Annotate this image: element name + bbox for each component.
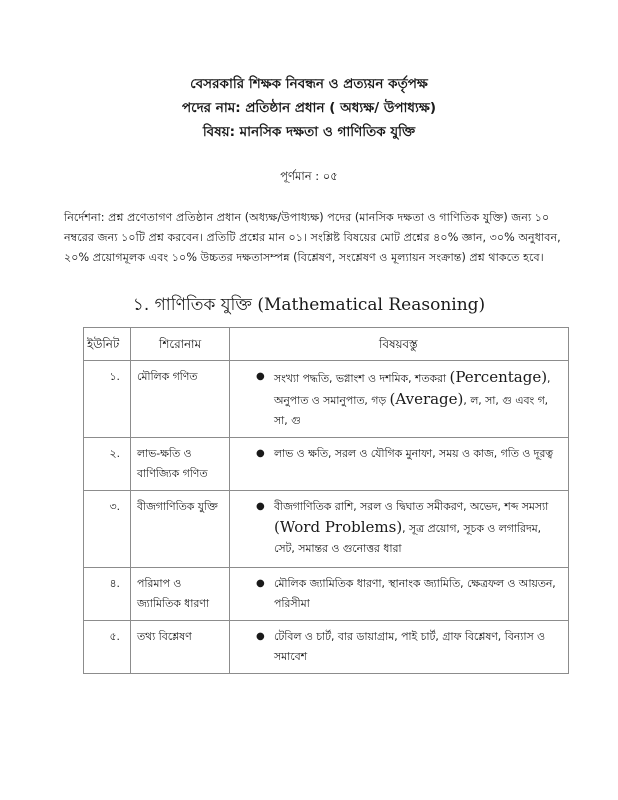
unit-number: ১. (84, 361, 131, 438)
unit-number: ৩. (84, 491, 131, 568)
bullet-icon: ● (256, 631, 265, 642)
header-unit: ইউনিট (84, 328, 131, 361)
table-row (84, 491, 569, 568)
table-row (84, 621, 569, 674)
authority-title: বেসরকারি শিক্ষক নিবন্ধন ও প্রত্যয়ন কর্তৃপক্ষ (190, 76, 428, 92)
unit-content (230, 438, 569, 491)
unit-number: ২. (84, 438, 131, 491)
section-heading-en: (Mathematical Reasoning) (257, 295, 486, 315)
post-name: পদের নাম: প্রতিষ্ঠান প্রধান ( অধ্যক্ষ/ উপাধ্যক্ষ) (181, 100, 437, 116)
content-text: টেবিল ও চার্ট, বার ডায়াগ্রাম, পাই চার্ট, গ্রাফ বিশ্লেষণ, বিন্যাস ও সমাবেশ (274, 630, 545, 663)
unit-number: ৫. (84, 621, 131, 674)
full-marks: পূর্ণমান : ০৫ (280, 169, 338, 183)
table-row (84, 438, 569, 491)
bullet-icon: ● (256, 501, 265, 512)
syllabus-table (83, 327, 569, 674)
instructions-paragraph: নির্দেশনা: প্রশ্ন প্রণেতাগণ প্রতিষ্ঠান প্রধান (অধ্যক্ষ/উপাধ্যক্ষ) পদের (মানসিক দক্ষতা ও গাণিতিক যুক্তি) জন্য ১০ নম্বরের জন্য ১০টি প্রশ্ন করবেন। প্রতিটি প্রশ্নের মান ০১। সংশ্লিষ্ট বিষয়ের মোট প্রশ্নের ৪০% জ্ঞান, ৩০% অনুধাবন, ২০% প্রয়োগমূলক এবং ১০% উচ্চতর দক্ষতাসম্পন্ন (বিশ্লেষণ, সংশ্লেষণ ও মূল্যায়ন সংক্রান্ত) প্রশ্ন থাকতে হবে। (64, 211, 561, 264)
unit-title: পরিমাপ ও জ্যামিতিক ধারণা (131, 568, 230, 621)
content-text: সংখ্যা পদ্ধতি, ভগ্নাংশ ও দশমিক, শতকরা (Percentage), অনুপাত ও সমানুপাত, গড় (Average), ল, সা, গু এবং গ, সা, গু (274, 368, 551, 427)
section-heading-bn: ১. গাণিতিক যুক্তি (132, 295, 258, 315)
section-heading (0, 292, 618, 320)
content-text: বীজগাণিতিক রাশি, সরল ও দ্বিঘাত সমীকরণ, অভেদ, শব্দ সমস্যা (Word Problems), সূত্র প্রয়োগ, সূচক ও লগারিদম, সেট, সমান্তর ও গুনোত্তর ধারা (274, 500, 549, 555)
unit-content (230, 491, 569, 568)
unit-number: ৪. (84, 568, 131, 621)
unit-title: তথ্য বিশ্লেষণ (131, 621, 230, 674)
header-content: বিষয়বস্তু (230, 328, 569, 361)
subject-title: বিষয়: মানসিক দক্ষতা ও গাণিতিক যুক্তি (202, 124, 416, 140)
unit-content (230, 621, 569, 674)
unit-title: বীজগাণিতিক যুক্তি (131, 491, 230, 568)
table-row (84, 568, 569, 621)
table-row (84, 361, 569, 438)
unit-content (230, 568, 569, 621)
unit-content (230, 361, 569, 438)
content-text: লাভ ও ক্ষতি, সরল ও যৌগিক মুনাফা, সময় ও কাজ, গতি ও দূরত্ব (274, 447, 553, 460)
content-text: মৌলিক জ্যামিতিক ধারণা, স্থানাংক জ্যামিতি, ক্ষেত্রফল ও আয়তন, পরিসীমা (274, 577, 556, 610)
bullet-icon: ● (256, 448, 265, 459)
unit-title: লাভ-ক্ষতি ও বাণিজ্যিক গণিত (131, 438, 230, 491)
header-title: শিরোনাম (131, 328, 230, 361)
bullet-icon: ● (256, 371, 265, 382)
table-header-row (84, 328, 569, 361)
bullet-icon: ● (256, 578, 265, 589)
unit-title: মৌলিক গণিত (131, 361, 230, 438)
